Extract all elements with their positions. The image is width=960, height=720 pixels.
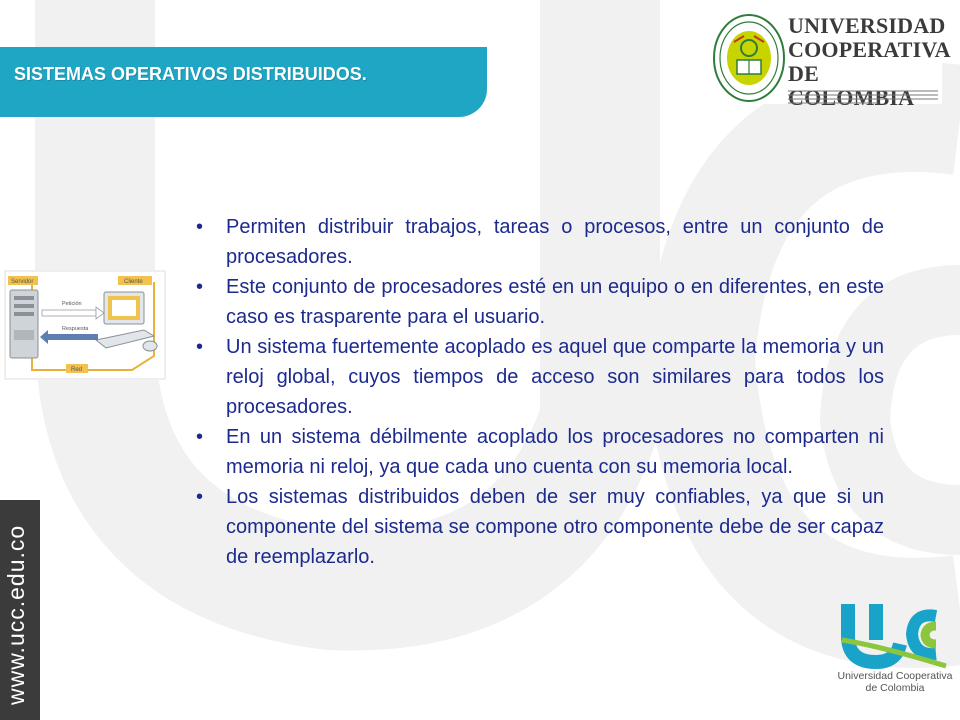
- bullet-marker: •: [196, 216, 204, 238]
- network-label: Red: [71, 367, 83, 373]
- server-icon: [10, 290, 38, 358]
- bullet-marker: •: [196, 276, 204, 298]
- university-seal-icon: [712, 12, 786, 104]
- ucc-logo: [836, 596, 954, 708]
- ucc-caption-line-2: de Colombia: [865, 682, 925, 694]
- ucc-logo-mark-icon: [836, 596, 954, 670]
- bullet-marker: •: [196, 336, 204, 358]
- slide-title: SISTEMAS OPERATIVOS DISTRIBUIDOS.: [14, 64, 367, 84]
- university-name-line-3: DE COLOMBIA: [788, 61, 915, 110]
- bullet-item: [196, 332, 884, 422]
- university-name-line-2: COOPERATIVA: [788, 37, 951, 62]
- website-url[interactable]: www.ucc.edu.co: [3, 524, 29, 705]
- bullet-text: Los sistemas distribuidos deben de ser muy confiables, ya que si un componente del sistema se compone otro componente debe de ser capaz de reemplazarlo.: [226, 486, 884, 568]
- ucc-caption-line-1: Universidad Cooperativa: [837, 670, 953, 682]
- bullet-text: Este conjunto de procesadores esté en un equipo o en diferentes, en este caso es trasparente para el usuario.: [226, 276, 884, 328]
- bullet-text: Un sistema fuertemente acoplado es aquel que comparte la memoria y un reloj global, cuyos tiempos de acceso son similares para todos los procesadores.: [226, 336, 884, 418]
- bullet-text: En un sistema débilmente acoplado los procesadores no comparten ni memoria ni reloj, ya que cada uno cuenta con su memoria local.: [226, 426, 884, 478]
- bullet-marker: •: [196, 426, 204, 448]
- bullet-list: [196, 212, 884, 572]
- title-bar: [0, 47, 487, 117]
- server-label: Servidor: [11, 279, 34, 285]
- request-label: Petición: [62, 301, 82, 307]
- client-server-diagram: [4, 270, 166, 380]
- legal-fine-print: [788, 88, 940, 104]
- bullet-text: Permiten distribuir trabajos, tareas o procesos, entre un conjunto de procesadores.: [226, 216, 884, 268]
- university-name-line-1: UNIVERSIDAD: [788, 13, 946, 38]
- response-label: Respuesta: [62, 326, 89, 332]
- bullet-item: [196, 272, 884, 332]
- bullet-marker: •: [196, 486, 204, 508]
- bullet-content: [196, 212, 884, 572]
- bullet-item: [196, 422, 884, 482]
- bullet-item: [196, 482, 884, 572]
- client-label: Cliente: [124, 279, 143, 285]
- ucc-caption: [836, 670, 954, 694]
- university-logo: [712, 12, 951, 110]
- client-server-diagram-graphic: [4, 270, 166, 380]
- bullet-item: [196, 212, 884, 272]
